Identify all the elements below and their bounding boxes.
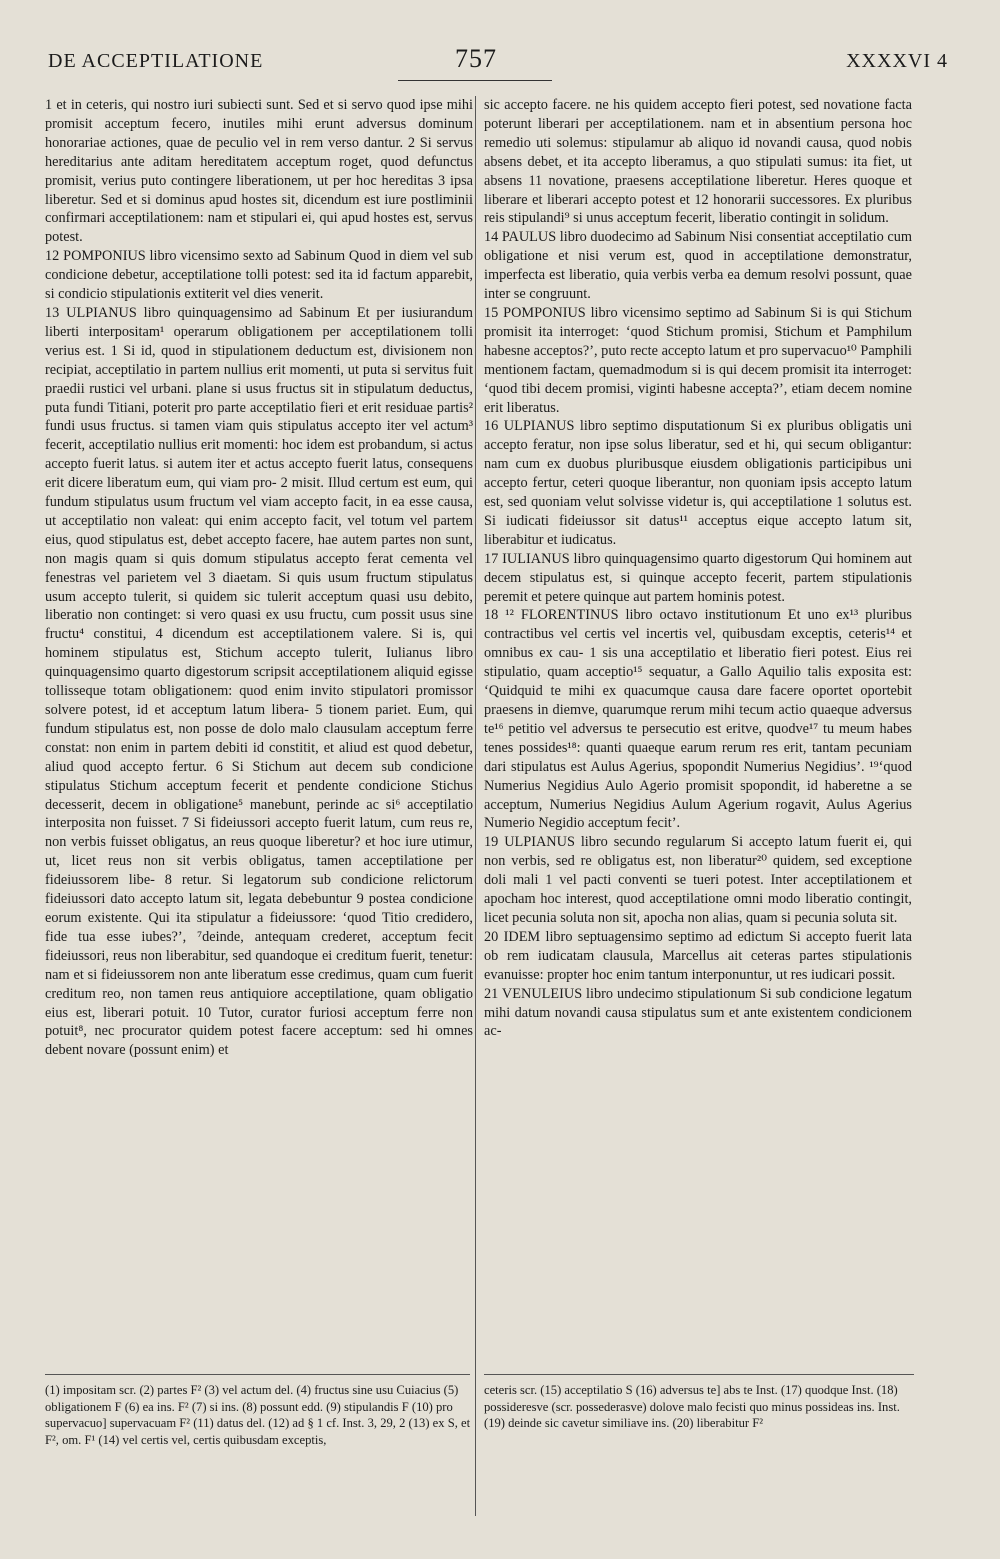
footnotes-right xyxy=(484,1382,916,1432)
paragraph: sic accepto facere. ne his quidem accepto fieri potest, sed novatione facta poterunt liberari per acceptilationem. nam et in absentium persona hoc remedio uti solemus: stipulamur ab aliquo id novandi causa, quod nobis absens debet, et ita accepto liberamus, a quo stipulati sumus: ita fiet, ut absens 11 novatione, praesens acceptilatione liberetur. Heres quoque et liberare et liberari accepto potest et 12 honorarii successores. Ex pluribus reis stipulandi⁹ si unus acceptum fecerit, liberatio contingit in solidum. xyxy=(484,97,912,227)
paragraph: 20 IDEM libro septuagensimo septimo ad edictum Si accepto fuerit lata ob rem iudicatam clausula, Marcellus ait ceteras partes stipulationis evanuisse: propter hoc enim tantum interponuntur, ut res iudicari possit. xyxy=(484,928,912,983)
header-rule xyxy=(398,80,552,81)
right-text-column xyxy=(484,96,912,1364)
left-text-column xyxy=(45,96,473,1364)
paragraph: 17 IULIANUS libro quinquagensimo quarto digestorum Qui hominem aut decem stipulatus est, si quinque accepto fecerit, partem stipulationis peremit et petere quinque aut partem hominis potest. xyxy=(484,550,912,605)
page-number: 757 xyxy=(455,44,497,73)
paragraph: 12 POMPONIUS libro vicensimo sexto ad Sabinum Quod in diem vel sub condicione debetur, acceptilatione tolli potest: sed ita id factum apparebit, si condicio stipulationis extiterit vel dies venerit. xyxy=(45,248,473,303)
footnote-text: (1) impositam scr. (2) partes F² (3) vel actum del. (4) fructus sine usu Cuiacius (5) obligationem F (6) ea ins. F² (7) si ins. (8) possunt edd. (9) stipulandis F (10) pro supervacuo] supervacuam F² (11) datus del. (12) ad § 1 cf. Inst. 3, 29, 2 (13) ex S, et F², om. F¹ (14) vel certis vel, certis quibusdam exceptis, xyxy=(45,1383,471,1447)
paragraph: 21 VENULEIUS libro undecimo stipulationum Si sub condicione legatum mihi datum novandi causa stipulatus sum et ante existentem condicionem ac- xyxy=(484,985,912,1040)
footnote-text: ceteris scr. (15) acceptilatio S (16) adversus te] abs te Inst. (17) quodque Inst. (18) possideresve (scr. possederasve) dolove malo fecisti quo minus possideas ins. Inst. (19) deinde sic cavetur similiave ins. (20) liberabitur F² xyxy=(484,1383,900,1431)
paragraph: 19 ULPIANUS libro secundo regularum Si accepto latum fuerit ei, qui non verbis, sed re obligatus est, non liberatur²⁰ quidem, sed exceptione doli mali 1 vel pacti conventi se tueri potest. Inter acceptilationem et apocham hoc interest, quod acceptilatione omni modo liberatio contingit, licet pecunia soluta non sit, apocha non alias, quam si pecunia soluta sit. xyxy=(484,834,912,926)
paragraph: 15 POMPONIUS libro vicensimo septimo ad Sabinum Si is qui Stichum promisit ita interroget: ‘quod Stichum promisi, Stichum et Pamphilum habesne acceptos?’, puto recte accepto latum et pro supervacuo¹⁰ Pamphili mentionem factam, quemadmodum si is qui decem promisit ita interroget: ‘quod tibi decem promisi, viginti habesne accepta?’, etiam decem nomine erit liberatus. xyxy=(484,304,912,416)
paragraph: 18 ¹² FLORENTINUS libro octavo institutionum Et uno ex¹³ pluribus contractibus vel certis vel incertis vel, quibusdam exceptis, ceteris¹⁴ et omnibus ex cau- 1 sis una acceptilatio et liberatio fieri potest. Eius rei stipulatio, quam acceptio¹⁵ sequatur, a Gallo Aquilio talis exposita est: ‘Quidquid te mihi ex quacumque causa dare facere oportet oportebit praesens in diemve, quarumque rerum mihi tecum actio quaeque adversus te¹⁶ petitio vel adversus te persecutio est eritve, quodve¹⁷ tu meum habes tenes possides¹⁸: quanti quaeque earum rerum res erit, tantam pecuniam dari stipulatus est Aulus Agerius, spopondit Numerius Negidius’. ¹⁹‘quod Numerius Negidius Aulo Agerio promisit spopondit, id haberetne a se acceptum, Numerius Negidius Aulum Agerium rogavit, Aulus Agerius Numerio Negidio acceptum fecit’. xyxy=(484,607,912,832)
footnotes-left xyxy=(45,1382,473,1448)
running-title: DE ACCEPTILATIONE xyxy=(48,50,264,72)
paragraph: 16 ULPIANUS libro septimo disputationum Si ex pluribus obligatis uni accepto feratur, non ipse solus liberatur, sed et hi, qui secum obligantur: nam cum ex duobus pluribusque eiusdem obligationis participibus uni accepto fertur, ceteri quoque liberantur, non quoniam ipsis accepto latum est, sed quoniam velut solvisse videtur is, qui acceptilatione 1 solutus est. Si iudicati fideiussor sit datus¹¹ acceptus eique accepto latum sit, liberabitur et iudicatus. xyxy=(484,418,912,548)
book-title-reference: XXXXVI 4 xyxy=(846,50,948,72)
paragraph: 1 et in ceteris, qui nostro iuri subiecti sunt. Sed et si servo quod ipse mihi promisit acceptum fecero, inutiles mihi erunt adversus dominum honorariae actiones, quae de peculio vel in rem verso dantur. 2 Si servus hereditarius ante aditam hereditatem acceptum roget, quod defunctus promisit, verius puto contingere liberationem, ut per hoc hereditas 3 ipsa liberetur. Sed et si dominus apud hostes sit, dicendum est iure postliminii confirmari acceptilationem: nam et stipulari ei, qui apud hostes est, servus potest. xyxy=(45,97,473,246)
paragraph: 13 ULPIANUS libro quinquagensimo ad Sabinum Et per iusiurandum liberti interpositam¹ operarum obligationem per acceptilationem tolli verius est. 1 Si id, quod in stipulationem deductum est, divisionem non recipiat, acceptilatio in partem nullius erit momenti, ut puta si servitus fuit praedii rustici vel urbani. plane si usus fructus sit in stipulatum deductus, puta fundi Titiani, poterit pro parte acceptilatio fieri et erit residuae partis² fundi usus fructus. si tamen viam quis stipulatus accepto iter vel actum³ fecerit, acceptilatio nullius erit momenti: hoc idem est probandum, si actus accepto fuerit latus. si autem iter et actus accepto fuerit latus, consequens erit dicere liberatum eum, qui viam pro- 2 misit. Illud certum est eum, qui fundum stipulatus usum fructum vel viam accepto facit, in ea esse causa, ut acceptilatio non valeat: qui enim accepto facit, vel totum vel partem eius, quod stipulatus est, debet accepto facere, hae autem partes non sunt, non magis quam si quis domum stipulatus accepto ferat cementa vel fenestras vel parietem vel 3 diaetam. Si quis usum fructum stipulatus usum accepto tulerit, si quidem sic tulerit acceptum quasi usu debito, liberatio non continget: si vero quasi ex usu fructu, cum possit usus sine fructu⁴ constitui, 4 dicendum est acceptilationem valere. Si is, qui hominem stipulatus est, Stichum accepto tulerit, Iulianus libro quinquagensimo quarto digestorum scripsit acceptilationem aliquid egisse tollisseque totam obligationem: quod enim invito stipulatori promissor solvere potest, id et acceptum latum libera- 5 tionem pariet. Eum, qui fundum stipulatus est, non posse de dolo malo clausulam acceptum ferre constat: non enim in partem debiti id constitit, et aliud est quod debetur, aliud quod accepto fertur. 6 Si Stichum aut decem sub condicione stipulatus Stichum acceptum fecerit et pendente condicione Stichus decesserit, decem in obligatione⁵ manebunt, perinde ac si⁶ acceptilatio interposita non fuisset. 7 Si fideiussori accepto fuerit latum, cum reus re, non verbis fuisset obligatus, an reus quoque liberetur? et hoc iure utimur, ut, licet reus non sit verbis obligatus, tamen acceptilatione per fideiussorem libe- 8 retur. Si legatorum sub condicione relictorum fideiussori dato accepto latum sit, legata debebuntur 9 postea condicione eorum existente. Qui ita stipulatur a fideiussore: ‘quod Titio credidero, fide tua esse iubes?’, ⁷deinde, antequam crederet, acceptum fecit fideiussori, reus non liberabitur, sed quandoque ei creditum fuerit, tenetur: nam et si fideiussorem non ante liberatum esse credimus, quam cum fuerit creditum reo, non tamen reus antiquiore acceptilatione, quam obligatio eius est, liberari potuit. 10 Tutor, curator furiosi acceptum ferre non potuit⁸, nec procurator quidem potest facere acceptum: sed hi omnes debent novare (possunt enim) et xyxy=(45,304,473,1059)
footnote-separator xyxy=(45,1374,470,1375)
column-divider xyxy=(475,96,476,1516)
footnote-separator xyxy=(484,1374,914,1375)
paragraph: 14 PAULUS libro duodecimo ad Sabinum Nisi consentiat acceptilatio cum obligatione et nisi verum est, quod in acceptilatione demonstratur, imperfecta est liberatio, quia verbis verba ea demum resolvi possunt, quae inter se congruunt. xyxy=(484,229,912,303)
